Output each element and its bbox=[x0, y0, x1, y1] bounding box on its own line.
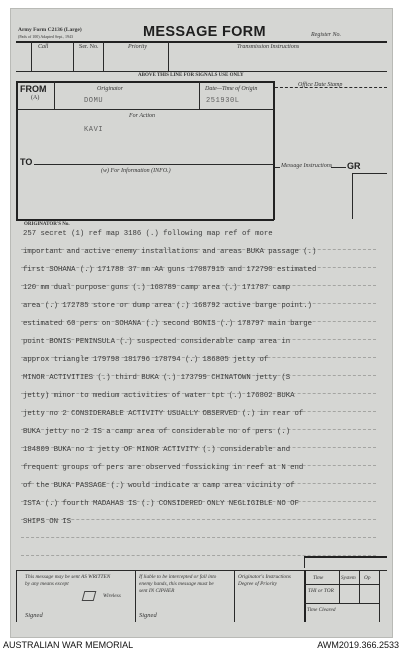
body-line: 257 secret (1) ref map 3186 (.) following map ref of more bbox=[23, 230, 273, 238]
message-instructions-label: Message Instructions bbox=[281, 163, 333, 169]
for-action-label: For Action bbox=[129, 113, 156, 119]
time-label: Time bbox=[313, 575, 324, 581]
office-date-stamp-label: Office Date Stamp bbox=[298, 82, 343, 88]
signed-label-2: Signed bbox=[139, 612, 157, 619]
body-line: approx triangle 179798 181796 178794 (.) 186805 jetty of bbox=[23, 356, 269, 364]
cipher-note-3: sent IN CIPHER bbox=[139, 588, 175, 594]
body-line: estimated 60 pers on SOHANA (.) second BONIS (.) 178797 main barge bbox=[23, 320, 313, 328]
army-form-subtitle: (Pads of 100) Adapted Sept., 1943 bbox=[18, 34, 73, 39]
body-line: MINOR ACTIVITIES (.) third BUKA (.) 173799 CHINATOWN jetty (S bbox=[23, 374, 291, 382]
originator-value: DOMU bbox=[84, 97, 104, 105]
body-line: 120 mm dual purpose guns (.) 168789 camp area (.) 171787 camp bbox=[23, 284, 291, 292]
body-line: of the BUKA PASSAGE (.) would indicate a camp area vicinity of bbox=[23, 482, 295, 490]
body-line: BUKA jetty no 2 IS a camp area of considerable no of pers (.) bbox=[23, 428, 291, 436]
as-written-note: This message may be sent AS WRITTEN bbox=[25, 574, 111, 580]
institution-name: AUSTRALIAN WAR MEMORIAL bbox=[3, 640, 134, 650]
collection-footer bbox=[0, 638, 403, 653]
originators-no-label: ORIGINATOR'S No. bbox=[24, 222, 70, 227]
for-info-label: (w) For Information (INFO.) bbox=[101, 168, 171, 174]
body-line: ISTA (.) fourth MADAHAS IS (.) CONSIDERED ONLY NEGLIGIBLE NO OF bbox=[23, 500, 299, 508]
call-label: Call bbox=[38, 44, 49, 50]
transmission-label: Transmission Instructions bbox=[237, 44, 300, 50]
signals-use-only-note: ABOVE THIS LINE FOR SIGNALS USE ONLY bbox=[138, 73, 244, 78]
for-action-value: KAVI bbox=[84, 126, 104, 134]
body-line: point BONIS PENINSULA (.) suspected considerable camp area in bbox=[23, 338, 291, 346]
body-line: 184809 BUKA no 1 jetty OF MINOR ACTIVITY (.) considerable and bbox=[23, 446, 291, 454]
date-time-label: Date—Time of Origin bbox=[205, 86, 258, 92]
register-no-label: Register No. bbox=[311, 32, 341, 38]
body-line: frequent groups of pers are observed fossicking in reef at N end bbox=[23, 464, 304, 472]
ser-no-label: Ser. No. bbox=[79, 44, 99, 50]
to-label: TO bbox=[20, 157, 33, 167]
signed-label-1: Signed bbox=[25, 612, 43, 619]
body-line: jetty) minor to medium activities of water tpt (.) 176802 BUKA bbox=[23, 392, 295, 400]
time-cleared-label: Time Cleared bbox=[307, 607, 336, 613]
degree-of-priority-label: Degree of Priority bbox=[238, 581, 277, 587]
by-any-means-note: by any means except bbox=[25, 581, 69, 587]
accession-number: AWM2019.366.2533 bbox=[317, 640, 399, 650]
body-line: SHIPS ON IS bbox=[23, 518, 72, 526]
gr-label: GR bbox=[347, 161, 361, 171]
form-title: MESSAGE FORM bbox=[143, 24, 266, 40]
originator-instructions-label: Originator's Instructions bbox=[238, 574, 291, 580]
body-line: jetty no 2 CONSIDERABLE ACTIVITY USUALLY OBSERVED (.) in rear of bbox=[23, 410, 304, 418]
originator-label: Originator bbox=[97, 86, 124, 92]
from-sub-label: (A) bbox=[31, 95, 40, 101]
op-label: Op bbox=[364, 575, 371, 581]
body-line: area (.) 172785 store or dump area (.) 168792 active barge point.) bbox=[23, 302, 313, 310]
rule-top bbox=[16, 41, 387, 43]
cipher-note-1: If liable to be intercepted or fall into bbox=[139, 574, 217, 580]
wireless-tick-box bbox=[82, 591, 97, 601]
body-line: important and active enemy installations and areas BUKA passage (.) bbox=[23, 248, 317, 256]
date-time-value: 251930L bbox=[206, 97, 240, 105]
army-form-number: Army Form C2136 (Large) bbox=[18, 27, 82, 33]
from-label: FROM bbox=[20, 84, 47, 94]
wireless-label: Wireless bbox=[103, 593, 121, 599]
cipher-note-2: enemy hands, this message must be bbox=[139, 581, 214, 587]
system-label: System bbox=[341, 575, 356, 581]
signals-rule bbox=[16, 71, 387, 72]
body-line: first SOHANA (.) 171788 37 mm AA guns 17087915 and 172790 estimated bbox=[23, 266, 317, 274]
bottom-rule bbox=[16, 570, 387, 571]
thi-tor-label: THI or TOR bbox=[308, 588, 334, 594]
message-form bbox=[10, 8, 393, 638]
priority-label: Priority bbox=[128, 44, 147, 50]
